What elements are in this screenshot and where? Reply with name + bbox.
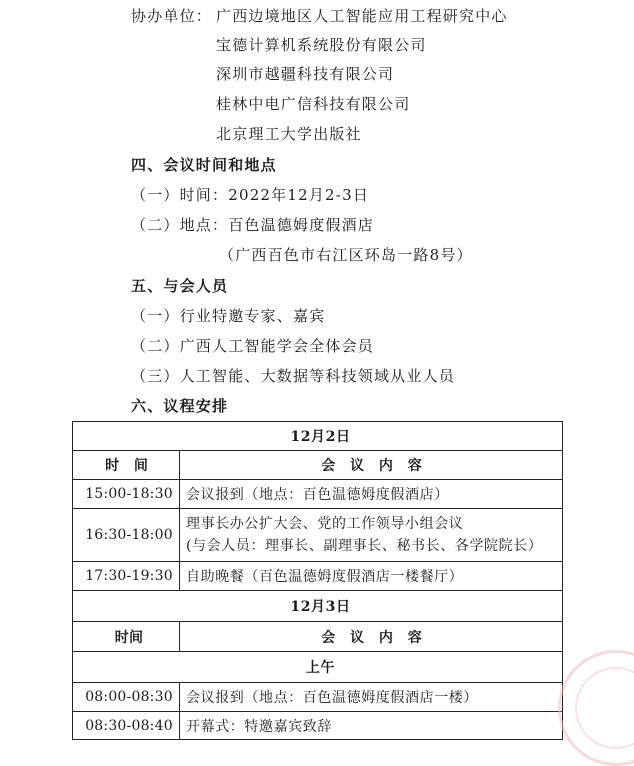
agenda-content: 会议报到（地点：百色温德姆度假酒店一楼） (180, 683, 563, 712)
co-organizer-item: 桂林中电广信科技有限公司 (216, 95, 411, 113)
co-organizer-item: 宝德计算机系统股份有限公司 (216, 36, 427, 54)
agenda-content (180, 509, 563, 562)
co-organizer-item: 北京理工大学出版社 (216, 125, 362, 143)
table-row (73, 451, 563, 480)
session-header: 上午 (73, 652, 563, 683)
meeting-time: （一）时间：2022年12月2-3日 (131, 186, 370, 204)
table-row (73, 622, 563, 652)
column-header-content: 会 议 内 容 (180, 451, 563, 480)
table-row (73, 591, 563, 622)
co-organizer-item: 广西边境地区人工智能应用工程研究中心 (216, 7, 508, 25)
attendee-item: （三）人工智能、大数据等科技领域从业人员 (131, 367, 456, 385)
table-row (73, 422, 563, 451)
meeting-address: （广西百色市右江区环岛一路8号） (219, 246, 473, 264)
agenda-time: 15:00-18:30 (73, 480, 180, 509)
agenda-time: 08:00-08:30 (73, 683, 180, 712)
agenda-table (72, 421, 563, 740)
attendee-item: （一）行业特邀专家、嘉宾 (131, 307, 326, 325)
meeting-place: （二）地点：百色温德姆度假酒店 (131, 216, 375, 234)
attendee-item: （二）广西人工智能学会全体会员 (131, 337, 375, 355)
agenda-content: 开幕式：特邀嘉宾致辞 (180, 712, 563, 740)
section-heading-agenda: 六、议程安排 (131, 397, 229, 415)
table-row (73, 712, 563, 740)
agenda-content: 自助晚餐（百色温德姆度假酒店一楼餐厅） (180, 562, 563, 591)
table-row (73, 562, 563, 591)
section-heading-time-place: 四、会议时间和地点 (131, 156, 277, 174)
agenda-content: 会议报到（地点：百色温德姆度假酒店） (180, 480, 563, 509)
day-header: 12月2日 (73, 422, 563, 451)
watermark-seal-icon (558, 650, 634, 766)
section-heading-attendees: 五、与会人员 (131, 277, 229, 295)
column-header-time: 时间 (73, 622, 180, 652)
agenda-content-line: (与会人员：理事长、副理事长、秘书长、各学院院长） (186, 538, 543, 554)
table-row (73, 683, 563, 712)
agenda-content-line: 理事长办公扩大会、党的工作领导小组会议 (186, 516, 464, 532)
agenda-time: 08:30-08:40 (73, 712, 180, 740)
table-row (73, 480, 563, 509)
column-header-content: 会 议 内 容 (180, 622, 563, 652)
co-organizers-label: 协办单位： (131, 7, 213, 25)
column-header-time: 时 间 (73, 451, 180, 480)
co-organizer-item: 深圳市越疆科技有限公司 (216, 65, 395, 83)
day-header: 12月3日 (73, 591, 563, 622)
agenda-time: 16:30-18:00 (73, 509, 180, 562)
agenda-time: 17:30-19:30 (73, 562, 180, 591)
table-row (73, 509, 563, 562)
table-row (73, 652, 563, 683)
